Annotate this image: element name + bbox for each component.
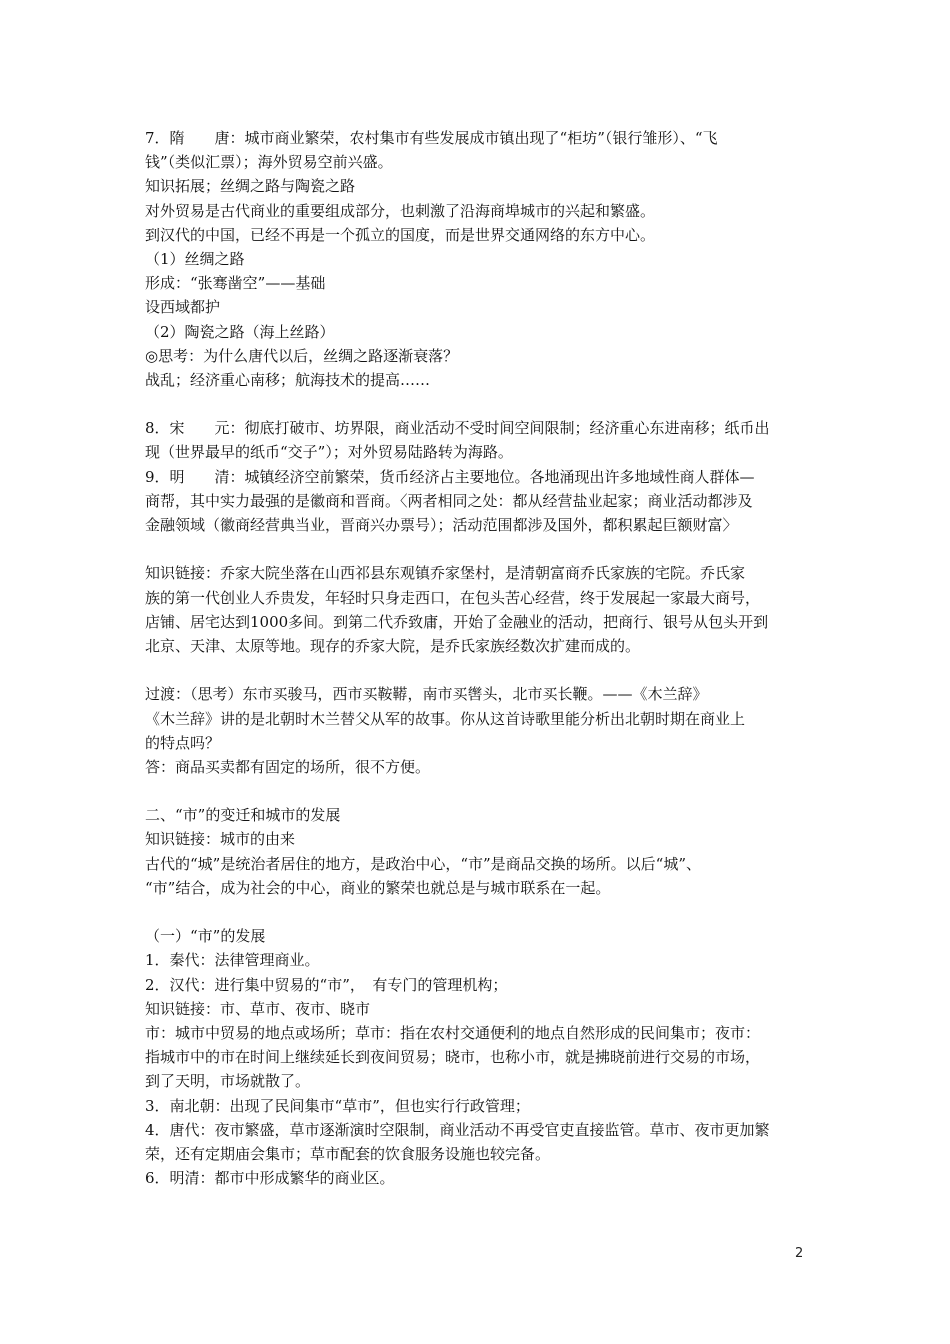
- text-line: 到了天明，市场就散了。: [145, 1072, 311, 1091]
- page-number: 2: [795, 1246, 804, 1261]
- blank-line: [145, 900, 810, 924]
- text-line: 2．汉代：进行集中贸易的“市”， 有专门的管理机构；: [145, 975, 508, 994]
- text-line: 1．秦代：法律管理商业。: [145, 951, 320, 970]
- text-line: （1）丝绸之路: [145, 249, 245, 268]
- text-line: 7．隋 唐：城市商业繁荣，农村集市有些发展成市镇出现了“柜坊”（银行雏形）、“飞: [145, 129, 718, 147]
- text-line: 形成：“张骞凿空”——基础: [145, 274, 326, 293]
- text-line: 知识拓展；丝绸之路与陶瓷之路: [145, 177, 356, 196]
- text-line: 金融领域（徽商经营典当业，晋商兴办票号）；活动范围都涉及国外，都积累起巨额财富〉: [145, 516, 738, 534]
- blank-line: [145, 392, 810, 416]
- text-line: 8．宋 元：彻底打破市、坊界限，商业活动不受时间空间限制；经济重心东进南移；纸币出: [145, 419, 770, 438]
- text-line: 的特点吗？: [145, 733, 221, 752]
- text-line: 北京、天津、太原等地。现存的乔家大院，是乔氏家族经数次扩建而成的。: [145, 636, 641, 655]
- text-line: 到汉代的中国，已经不再是一个孤立的国度，而是世界交通网络的东方中心。: [145, 225, 656, 244]
- text-line: （2）陶瓷之路（海上丝路）: [145, 322, 335, 341]
- text-line: 《木兰辞》讲的是北朝时木兰替父从军的故事。你从这首诗歌里能分析出北朝时期在商业上: [145, 709, 746, 728]
- text-line: 市：城市中贸易的地点或场所；草市：指在农村交通便利的地点自然形成的民间集市；夜市：: [145, 1023, 761, 1042]
- text-line: 过渡：（思考）东市买骏马，西市买鞍鞯，南市买辔头，北市买长鞭。——《木兰辞》: [145, 685, 708, 704]
- document-body: [145, 126, 810, 1190]
- blank-line: [145, 779, 810, 803]
- text-line: 二、“市”的变迁和城市的发展: [145, 806, 341, 825]
- text-line: （一）“市”的发展: [145, 927, 266, 946]
- text-line: 指城市中的市在时间上继续延长到夜间贸易；晓市，也称小市，就是拂晓前进行交易的市场，: [145, 1048, 761, 1067]
- text-line: ◎思考：为什么唐代以后，丝绸之路逐渐衰落？: [145, 346, 459, 365]
- text-line: 现（世界最早的纸币“交子”）；对外贸易陆路转为海路。: [145, 443, 513, 462]
- text-line: 设西域都护: [145, 298, 221, 317]
- text-line: 知识链接：市、草市、夜市、晓市: [145, 999, 371, 1018]
- text-line: 战乱；经济重心南移；航海技术的提高……: [145, 370, 431, 389]
- text-line: 6．明清：都市中形成繁华的商业区。: [145, 1169, 395, 1188]
- text-line: 4．唐代：夜市繁盛，草市逐渐演时空限制，商业活动不再受官吏直接监管。草市、夜市更加繁: [145, 1120, 770, 1139]
- blank-line: [145, 658, 810, 682]
- text-line: 知识链接：乔家大院坐落在山西祁县东观镇乔家堡村，是清朝富商乔氏家族的宅院。乔氏家: [145, 564, 746, 583]
- blank-line: [145, 537, 810, 561]
- text-line: 知识链接：城市的由来: [145, 830, 296, 849]
- text-line: 族的第一代创业人乔贵发，年轻时只身走西口，在包头苦心经营，终于发展起一家最大商号，: [145, 588, 761, 607]
- text-line: 古代的“城”是统治者居住的地方，是政治中心，“市”是商品交换的场所。以后“城”、: [145, 854, 702, 873]
- text-line: 9．明 清：城镇经济空前繁荣，货币经济占主要地位。各地涌现出许多地域性商人群体—: [145, 467, 755, 486]
- text-line: 荣，还有定期庙会集市；草市配套的饮食服务设施也较完备。: [145, 1144, 551, 1163]
- text-line: 店铺、居宅达到1000多间。到第二代乔致庸，开始了金融业的活动，把商行、银号从包头开到: [145, 612, 769, 631]
- text-line: 答：商品买卖都有固定的场所，很不方便。: [145, 757, 431, 776]
- text-line: “市”结合，成为社会的中心，商业的繁荣也就总是与城市联系在一起。: [145, 878, 611, 897]
- text-line: 3．南北朝：出现了民间集市“草市”，但也实行行政管理；: [145, 1096, 530, 1115]
- text-line: 商帮，其中实力最强的是徽商和晋商。〈两者相同之处：都从经营盐业起家；商业活动都涉及: [145, 491, 753, 510]
- text-line: 钱”（类似汇票）；海外贸易空前兴盛。: [145, 153, 393, 172]
- text-line: 对外贸易是古代商业的重要组成部分，也刺激了沿海商埠城市的兴起和繁盛。: [145, 201, 656, 220]
